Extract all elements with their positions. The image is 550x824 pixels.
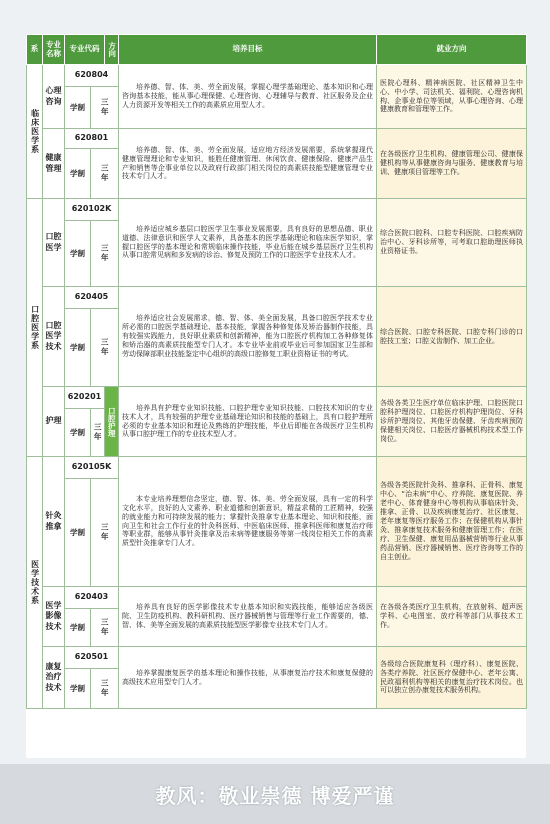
major-career: 在各级医疗卫生机构、健康管理公司、健康保健机构等从事健康咨询与服务、健康教育与培训、健康项目管理等工作。	[377, 129, 527, 199]
schooling-label: 学制	[65, 87, 91, 129]
major-table	[26, 34, 527, 709]
major-name: 针灸推拿	[43, 457, 65, 587]
system-name: 医学技术系	[27, 457, 43, 709]
table-row	[27, 647, 527, 669]
schooling-years: 三年	[91, 409, 105, 457]
table-header-row	[27, 35, 527, 65]
major-goal: 培养具有良好的医学影像技术专业基本知识和实践技能，能够适应各级医院、卫生防疫机构、教科研机构、医疗器械销售与管理等行业工作需要的，德、智、体、美等全面发展的高素质技能型医学影像专业技术专门人才。	[119, 587, 377, 647]
schooling-label: 学制	[65, 221, 91, 287]
schooling-label: 学制	[65, 309, 91, 387]
schooling-years: 三年	[91, 609, 119, 647]
header-career: 就业方向	[377, 35, 527, 65]
table-row	[27, 129, 527, 149]
major-goal: 培养适应社会发展需求，德、智、体、美全面发展，具备口腔医学技术专业所必需的口腔医学基础理论、基本技能，掌握各种修复体及矫治器制作技能，具有较强实践能力，良好职业素质和创新精神，能为口腔医疗机构加工各种修复体和矫治器的高素质技能型专门人才。本专业毕业前或毕业后可参加国家卫生部和劳动保障部职业技能鉴定中心组织的高级口腔修复工职业资格证书的考试。	[119, 287, 377, 387]
major-career: 各级各类医院针灸科、推拿科、正骨科、康复中心、“治未病”中心、疗养院、康复医院、养老中心、体育健身中心等机构从事临床针灸、推拿、正骨、以及疾病康复治疗、社区康复、老年康复等医疗服务工作；在保健机构从事针灸、推拿康复技术服务和健康管理工作；在医疗、卫生保健、康复用品器械营销等行业从事药品营销、医疗器械销售、医疗咨询等工作的自主创业。	[377, 457, 527, 587]
teaching-motto: 教风：敬业崇德 博爱严谨	[155, 783, 395, 808]
major-code: 620804	[65, 65, 119, 87]
major-goal: 培养具有护理专业知识技能、口腔护理专业知识技能、口腔技术知识的专业技术人才，具有较强的护理专业基础理论知识和技能的基础上，具有口腔护理所必须的专业基本知识和理论及熟练的护理技能，毕业后即能在各级医疗卫生机构从事口腔护理工作的专业技术型人才。	[119, 387, 377, 457]
schooling-years: 三年	[91, 221, 119, 287]
schooling-years: 三年	[91, 479, 119, 587]
major-code: 620405	[65, 287, 119, 309]
header-system: 系	[27, 35, 43, 65]
major-name: 康复治疗技术	[43, 647, 65, 709]
schooling-label: 学制	[65, 149, 91, 199]
schooling-label: 学制	[65, 609, 91, 647]
major-name: 口腔医学	[43, 199, 65, 287]
major-career: 各级各类卫生医疗单位临床护理、口腔医院口腔科护理岗位、口腔医疗机构护理岗位、牙科诊所护理岗位、其他牙齿保健、牙齿疾病预防保健相关岗位、口腔医疗器械机构技术型工作岗位。	[377, 387, 527, 457]
major-code: 620501	[65, 647, 119, 669]
major-name: 健康管理	[43, 129, 65, 199]
major-table-sheet	[26, 34, 526, 758]
major-goal: 本专业培养理想信念坚定，德、智、体、美、劳全面发展，具有一定的科学文化水平，良好的人文素养、职业道德和创新意识，精益求精的工匠精神，较强的就业能力和可持续发展的能力；掌握针灸推拿专业基本理论、知识和技能，面向卫生和社会工作行业的针灸科医师、中医临床医师、推拿科医师和康复治疗师等职业群，能够从事针灸推拿及治未病等健康服务等第一线岗位相关工作的高素质型针灸推拿专门人才。	[119, 457, 377, 587]
footer-band	[0, 764, 550, 824]
header-major-code: 专业代码	[65, 35, 105, 65]
major-career: 医院心理科、精神病医院、社区精神卫生中心、中小学、司法机关、福利院、心理咨询机构、企事业单位等领域，从事心理咨询、心理健康教育和管理等工作。	[377, 65, 527, 129]
table-row	[27, 387, 527, 409]
system-name: 临床医学系	[27, 65, 43, 199]
major-code: 620105K	[65, 457, 119, 479]
major-name: 心理咨询	[43, 65, 65, 129]
major-goal: 培养德、智、体、美、劳全面发展，适应地方经济发展需要，系统掌握现代健康管理理论和专业知识，能胜任健康管理、休闲饮食、健康保险、健康产品生产和销售等企事业单位以及政府行政部门相关岗位的高素质技能型健康管理专业技术专门人才。	[119, 129, 377, 199]
header-major-name: 专业名称	[43, 35, 65, 65]
major-code: 620102K	[65, 199, 119, 221]
schooling-label: 学制	[65, 479, 91, 587]
major-career: 在各级各类医疗卫生机构，在放射科、超声医学科、心电图室、放疗科等部门从事技术工作。	[377, 587, 527, 647]
major-code: 620801	[65, 129, 119, 149]
schooling-years: 三年	[91, 309, 119, 387]
major-name: 医学影像技术	[43, 587, 65, 647]
major-goal: 培养掌握康复医学的基本理论和操作技能，从事康复治疗技术和康复保健的高级技术应用型专门人才。	[119, 647, 377, 709]
schooling-years: 三年	[91, 669, 119, 709]
header-goal: 培养目标	[119, 35, 377, 65]
schooling-label: 学制	[65, 669, 91, 709]
schooling-years: 三年	[91, 87, 119, 129]
major-name: 护理	[43, 387, 65, 457]
major-code: 620201	[65, 387, 105, 409]
major-name: 口腔医学技术	[43, 287, 65, 387]
table-row	[27, 587, 527, 609]
major-goal: 培养德、智、体、美、劳全面发展，掌握心理学基础理论、基本知识和心理咨询基本技能，能从事心理保健、心理咨询、心理辅导与教育、社区服务及企业人力资源开发等相关工作的高素质应用型人才。	[119, 65, 377, 129]
major-career: 综合医院口腔科、口腔专科医院、口腔疾病防治中心、牙科诊所等，可考取口腔助理医师执业资格证书。	[377, 199, 527, 287]
major-goal: 培养适应城乡基层口腔医学卫生事业发展需要，具有良好的思想品德、职业道德、法律意识和医学人文素养，具备基本的医学基础理论和临床医学知识，掌握口腔医学的基本理论和常规临床操作技能，毕业后能在城乡基层医疗卫生机构从事口腔常见病和多发病的诊治、修复及预防工作的口腔医学专业技术人才。	[119, 199, 377, 287]
header-direction: 方向	[105, 35, 119, 65]
schooling-label: 学制	[65, 409, 91, 457]
table-row	[27, 65, 527, 87]
track-label: 口腔护理	[105, 387, 119, 457]
table-row	[27, 457, 527, 479]
major-career: 各级综合医院康复科（理疗科）、康复医院、各类疗养院、社区医疗保健中心、老年公寓、民政福利机构等相关的康复治疗技术岗位。也可以独立创办康复技术服务机构。	[377, 647, 527, 709]
system-name: 口腔医学系	[27, 199, 43, 457]
table-row	[27, 199, 527, 221]
schooling-years: 三年	[91, 149, 119, 199]
table-row	[27, 287, 527, 309]
major-career: 综合医院、口腔专科医院、口腔专科门诊的口腔技工室；口腔义齿制作、加工企业。	[377, 287, 527, 387]
major-code: 620403	[65, 587, 119, 609]
